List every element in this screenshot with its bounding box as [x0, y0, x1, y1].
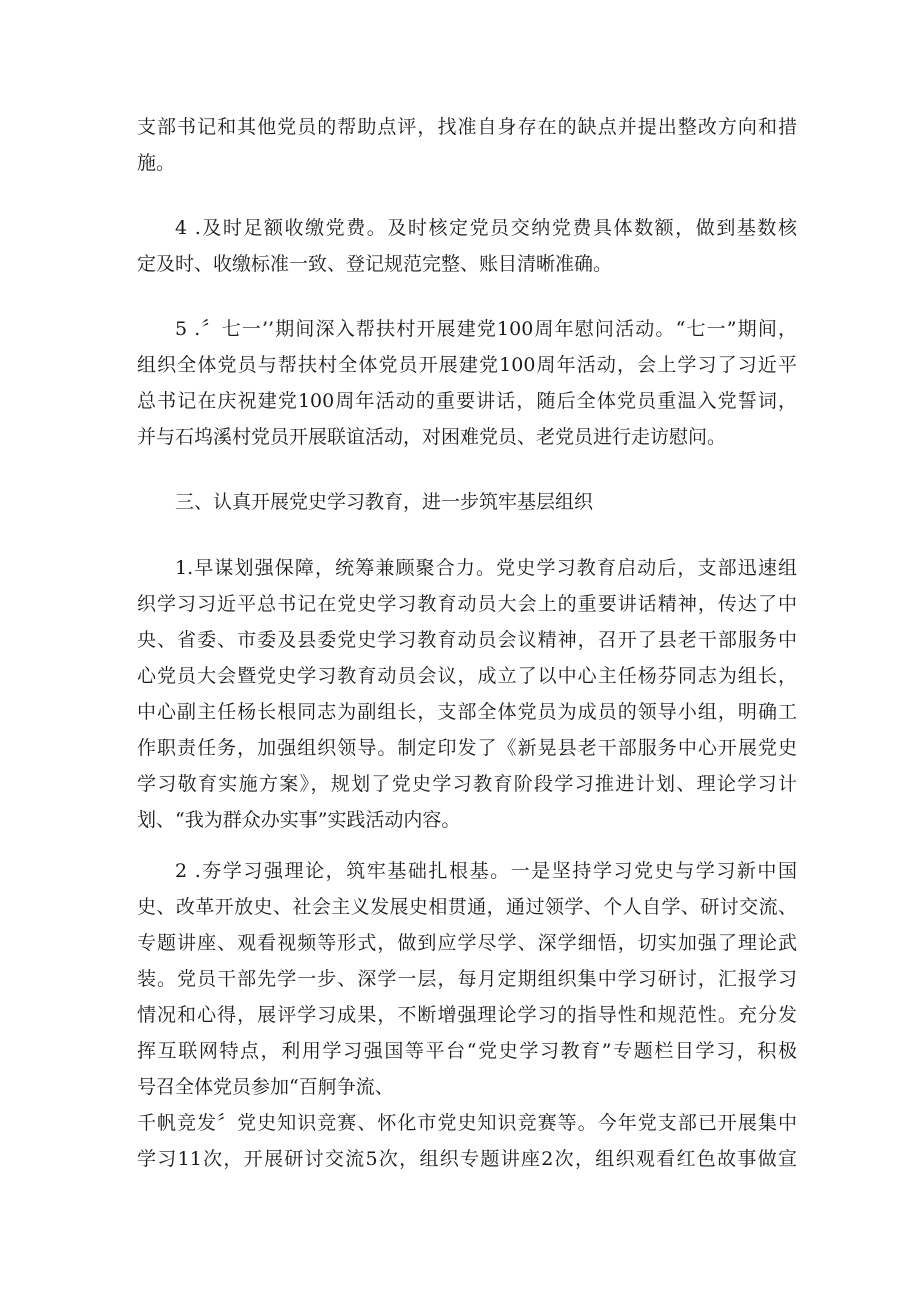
text-line: 4 .及时足额收缴党费。及时核定党员交纳党费具体数额，做到基数核 — [175, 217, 797, 239]
text-line: 史、改革开放史、社会主义发展史相贯通，通过领学、个人自学、研讨交流、 — [137, 896, 797, 918]
text-line: 织学习习近平总书记在党史学习教育动员大会上的重要讲话精神，传达了中 — [137, 593, 797, 615]
text-line: 千帆竞发〞党史知识竞赛、怀化市党史知识竞赛等。今年党支部已开展集中 — [137, 1112, 797, 1134]
text-line: 中心副主任杨长根同志为副组长，支部全体党员为成员的领导小组，明确工 — [137, 701, 797, 723]
paragraph-5 — [137, 853, 797, 1177]
text-line: 划、“我为群众办实事”实践活动内容。 — [137, 809, 461, 831]
text-line: 作职责任务，加强组织领导。制定印发了《新晃县老干部服务中心开展党史 — [137, 737, 797, 759]
paragraph-3 — [137, 311, 797, 455]
text-line: 三、认真开展党史学习教育，进一步筑牢基层组织 — [175, 491, 594, 513]
text-line: 学习敬育实施方案》，规划了党史学习教育阶段学习推进计划、理论学习计 — [137, 773, 797, 795]
text-line: 央、省委、市委及县委党史学习教育动员会议精神，召开了县老干部服务中 — [137, 629, 797, 651]
text-line: 挥互联网特点，利用学习强国等平台“党史学习教育”专题栏目学习，积极 — [137, 1040, 797, 1062]
paragraph-2 — [137, 210, 797, 282]
section-heading — [137, 484, 797, 520]
text-line: 专题讲座、观看视频等形式，做到应学尽学、深学细悟，切实加强了理论武 — [137, 932, 797, 954]
text-line: 施。 — [137, 152, 176, 174]
text-line: 5 .〞七一’’期间深入帮扶村开展建党100周年慰问活动。“七一”期间， — [175, 318, 797, 340]
text-line: 定及时、收缴标准一致、登记规范完整、账目清晰准确。 — [137, 253, 613, 275]
text-line: 学习11次，开展研讨交流5次，组织专题讲座2次，组织观看红色故事做宣 — [137, 1148, 797, 1170]
text-line: 并与石坞溪村党员开展联谊活动，对困难党员、老党员进行走访慰问。 — [137, 426, 727, 448]
text-line: 心党员大会暨党史学习教育动员会议，成立了以中心主任杨芬同志为组长， — [137, 665, 797, 687]
text-line: 总书记在庆祝建党100周年活动的重要讲话，随后全体党员重温入党誓词， — [137, 390, 797, 412]
text-line: 2 .夯学习强理论，筑牢基础扎根基。一是坚持学习党史与学习新中国 — [175, 860, 797, 882]
text-line: 号召全体党员参加“百舸争流、 — [137, 1076, 394, 1098]
text-line: 组织全体党员与帮扶村全体党员开展建党100周年活动，会上学习了习近平 — [137, 354, 797, 376]
text-line: 1.早谋划强保障，统筹兼顾聚合力。党史学习教育启动后，支部迅速组 — [175, 557, 797, 579]
paragraph-1 — [137, 109, 797, 181]
text-line: 支部书记和其他党员的帮助点评，找准自身存在的缺点并提出整改方向和措 — [137, 116, 797, 138]
text-line: 装。党员干部先学一步、深学一层，每月定期组织集中学习研讨，汇报学习 — [137, 968, 797, 990]
text-line: 情况和心得，展评学习成果，不断增强理论学习的指导性和规范性。充分发 — [137, 1004, 797, 1026]
paragraph-4 — [137, 550, 797, 838]
